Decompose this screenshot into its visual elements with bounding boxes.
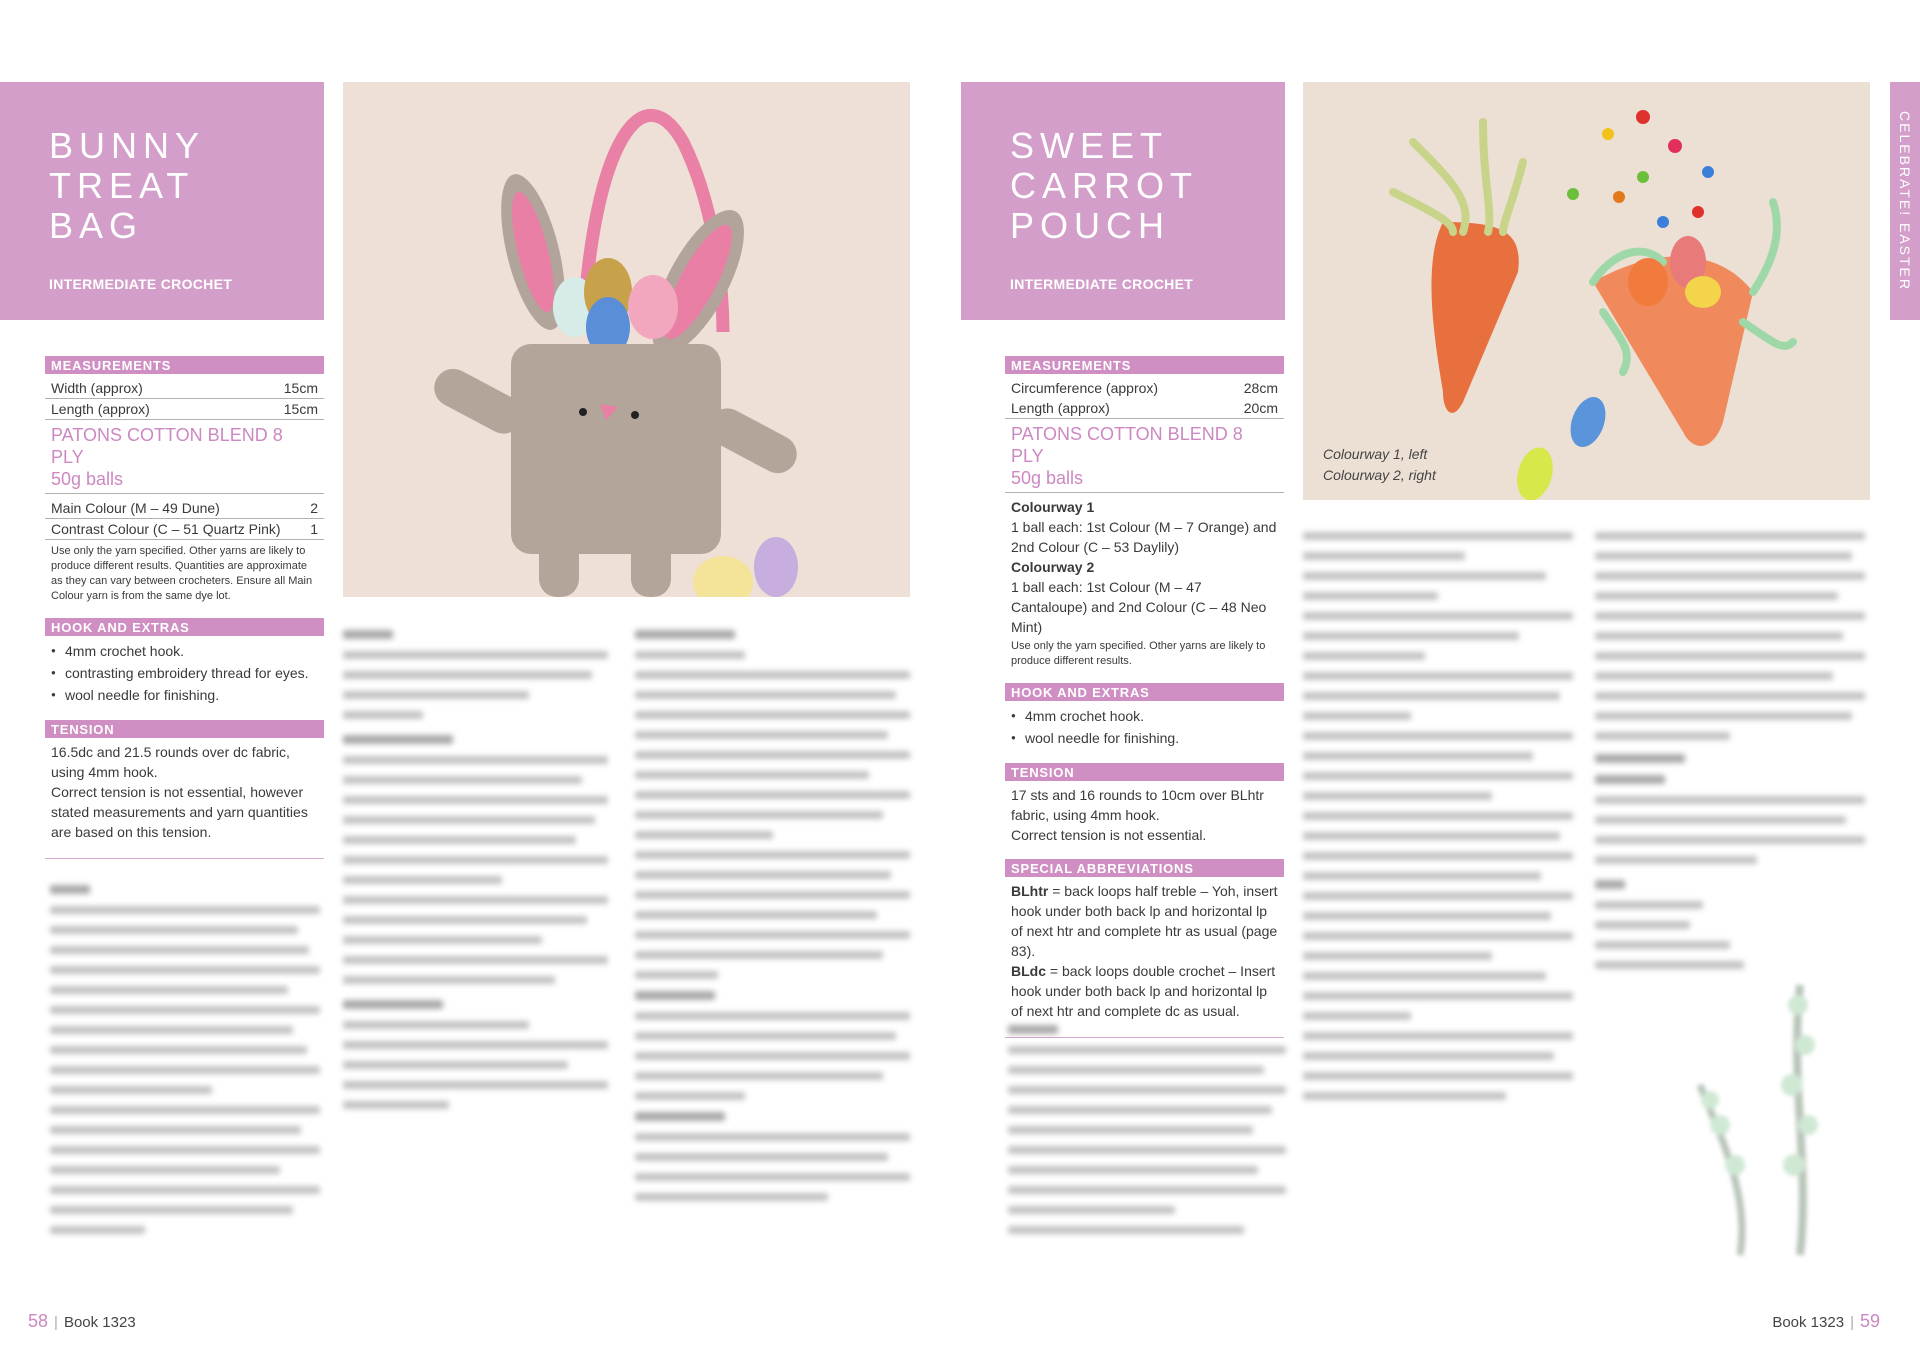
bunny-skill-level: INTERMEDIATE CROCHET [49,276,233,292]
list-item: ● wool needle for finishing. [51,684,318,706]
measurement-row: Length (approx) 15cm [45,399,324,420]
branch-icon [1680,965,1870,1265]
carrot-instructions-blurred-3 [1595,532,1865,981]
section-side-tab [1890,82,1920,320]
measurement-row: Circumference (approx) 28cm [1011,380,1278,396]
yarn-row: Main Colour (M – 49 Dune) 2 [45,494,324,519]
colourway-2-text: 1 ball each: 1st Colour (M – 47 Cantaloupe) and 2nd Colour (C – 48 Neo Mint) [1011,579,1267,635]
bunny-instructions-blurred-2 [343,630,608,1121]
carrot-instructions-blurred-2 [1303,532,1573,1112]
colourway-1-heading: Colourway 1 [1011,499,1095,515]
colourway-2-heading: Colourway 2 [1011,559,1095,575]
abbreviation-item: BLhtr = back loops half treble – Yoh, insert hook under both back lp and horizontal lp of next htr and complete htr as usual (page 83). [1011,883,1278,959]
photo-caption: Colourway 1, left Colourway 2, right [1323,446,1436,483]
tension-note: Correct tension is not essential. [1011,827,1207,843]
book-label: Book 1323 [63,1314,136,1331]
tension-text: 17 sts and 16 rounds to 10cm over BLhtr fabric, using 4mm hook. [1011,787,1264,823]
bunny-title-block [0,82,324,320]
bunny-instructions-blurred-3 [635,630,910,1213]
page-number: 58 [28,1311,49,1331]
tension-text: 16.5dc and 21.5 rounds over dc fabric, using 4mm hook. [51,744,290,780]
carrot-title-block [961,82,1285,320]
colourway-1-text: 1 ball each: 1st Colour (M – 7 Orange) and 2nd Colour (C – 53 Daylily) [1011,519,1277,555]
bunny-illustration [343,82,910,597]
yarn-note: Use only the yarn specified. Other yarns are likely to produce different results. Quantities are approximate as they can vary between crocheters. Ensure all Main Colour yarn is from the same dye lot. [51,545,313,602]
abbreviations-heading: SPECIAL ABBREVIATIONS [1005,859,1284,877]
measurement-row: Length (approx) 20cm [1005,398,1284,419]
bunny-title: BUNNY TREAT BAG [49,125,206,246]
carrot-instructions-blurred-1 [1008,1025,1286,1246]
yarn-row: Contrast Colour (C – 51 Quartz Pink) 1 [45,519,324,540]
measurements-heading: MEASUREMENTS [45,356,324,374]
list-item: ● wool needle for finishing. [1011,727,1278,749]
yarn-heading: PATONS COTTON BLEND 8 PLY 50g balls [45,420,324,494]
right-footer: Book 1323 | 59 [1772,1311,1880,1331]
list-item: ● 4mm crochet hook. [51,640,318,662]
list-item: ● contrasting embroidery thread for eyes. [51,662,318,684]
carrot-title: SWEET CARROT POUCH [1010,125,1198,246]
page-number: 59 [1859,1311,1880,1331]
tension-heading: TENSION [1005,763,1284,781]
tension-heading: TENSION [45,720,324,738]
side-tab-label: CELEBRATE! EASTER [1897,110,1913,292]
hook-list [45,640,324,706]
carrot-info-panel [1005,356,1284,1038]
bunny-bag-photo [343,82,910,597]
abbreviation-item: BLdc = back loops double crochet – Insert hook under both back lp and horizontal lp of next htr and complete dc as usual. [1011,963,1276,1019]
tension-note: Correct tension is not essential, however stated measurements and yarn quantities are based on this tension. [51,784,308,840]
section-divider [45,858,324,859]
hook-list [1005,705,1284,749]
left-footer: 58 | Book 1323 [28,1311,136,1331]
hook-heading: HOOK AND EXTRAS [45,618,324,636]
hook-heading: HOOK AND EXTRAS [1005,683,1284,701]
decorative-branch [1680,965,1870,1265]
carrot-skill-level: INTERMEDIATE CROCHET [1010,276,1194,292]
carrot-illustration [1303,82,1870,500]
measurements-heading: MEASUREMENTS [1005,356,1284,374]
yarn-note: Use only the yarn specified. Other yarns are likely to produce different results. [1011,640,1266,667]
yarn-heading: PATONS COTTON BLEND 8 PLY 50g balls [1005,419,1284,493]
list-item: ● 4mm crochet hook. [1011,705,1278,727]
carrot-pouch-photo [1303,82,1870,500]
measurement-row: Width (approx) 15cm [45,378,324,399]
bunny-info-panel [45,356,324,859]
book-label: Book 1323 [1772,1314,1845,1331]
bunny-instructions-blurred-1 [50,885,320,1246]
